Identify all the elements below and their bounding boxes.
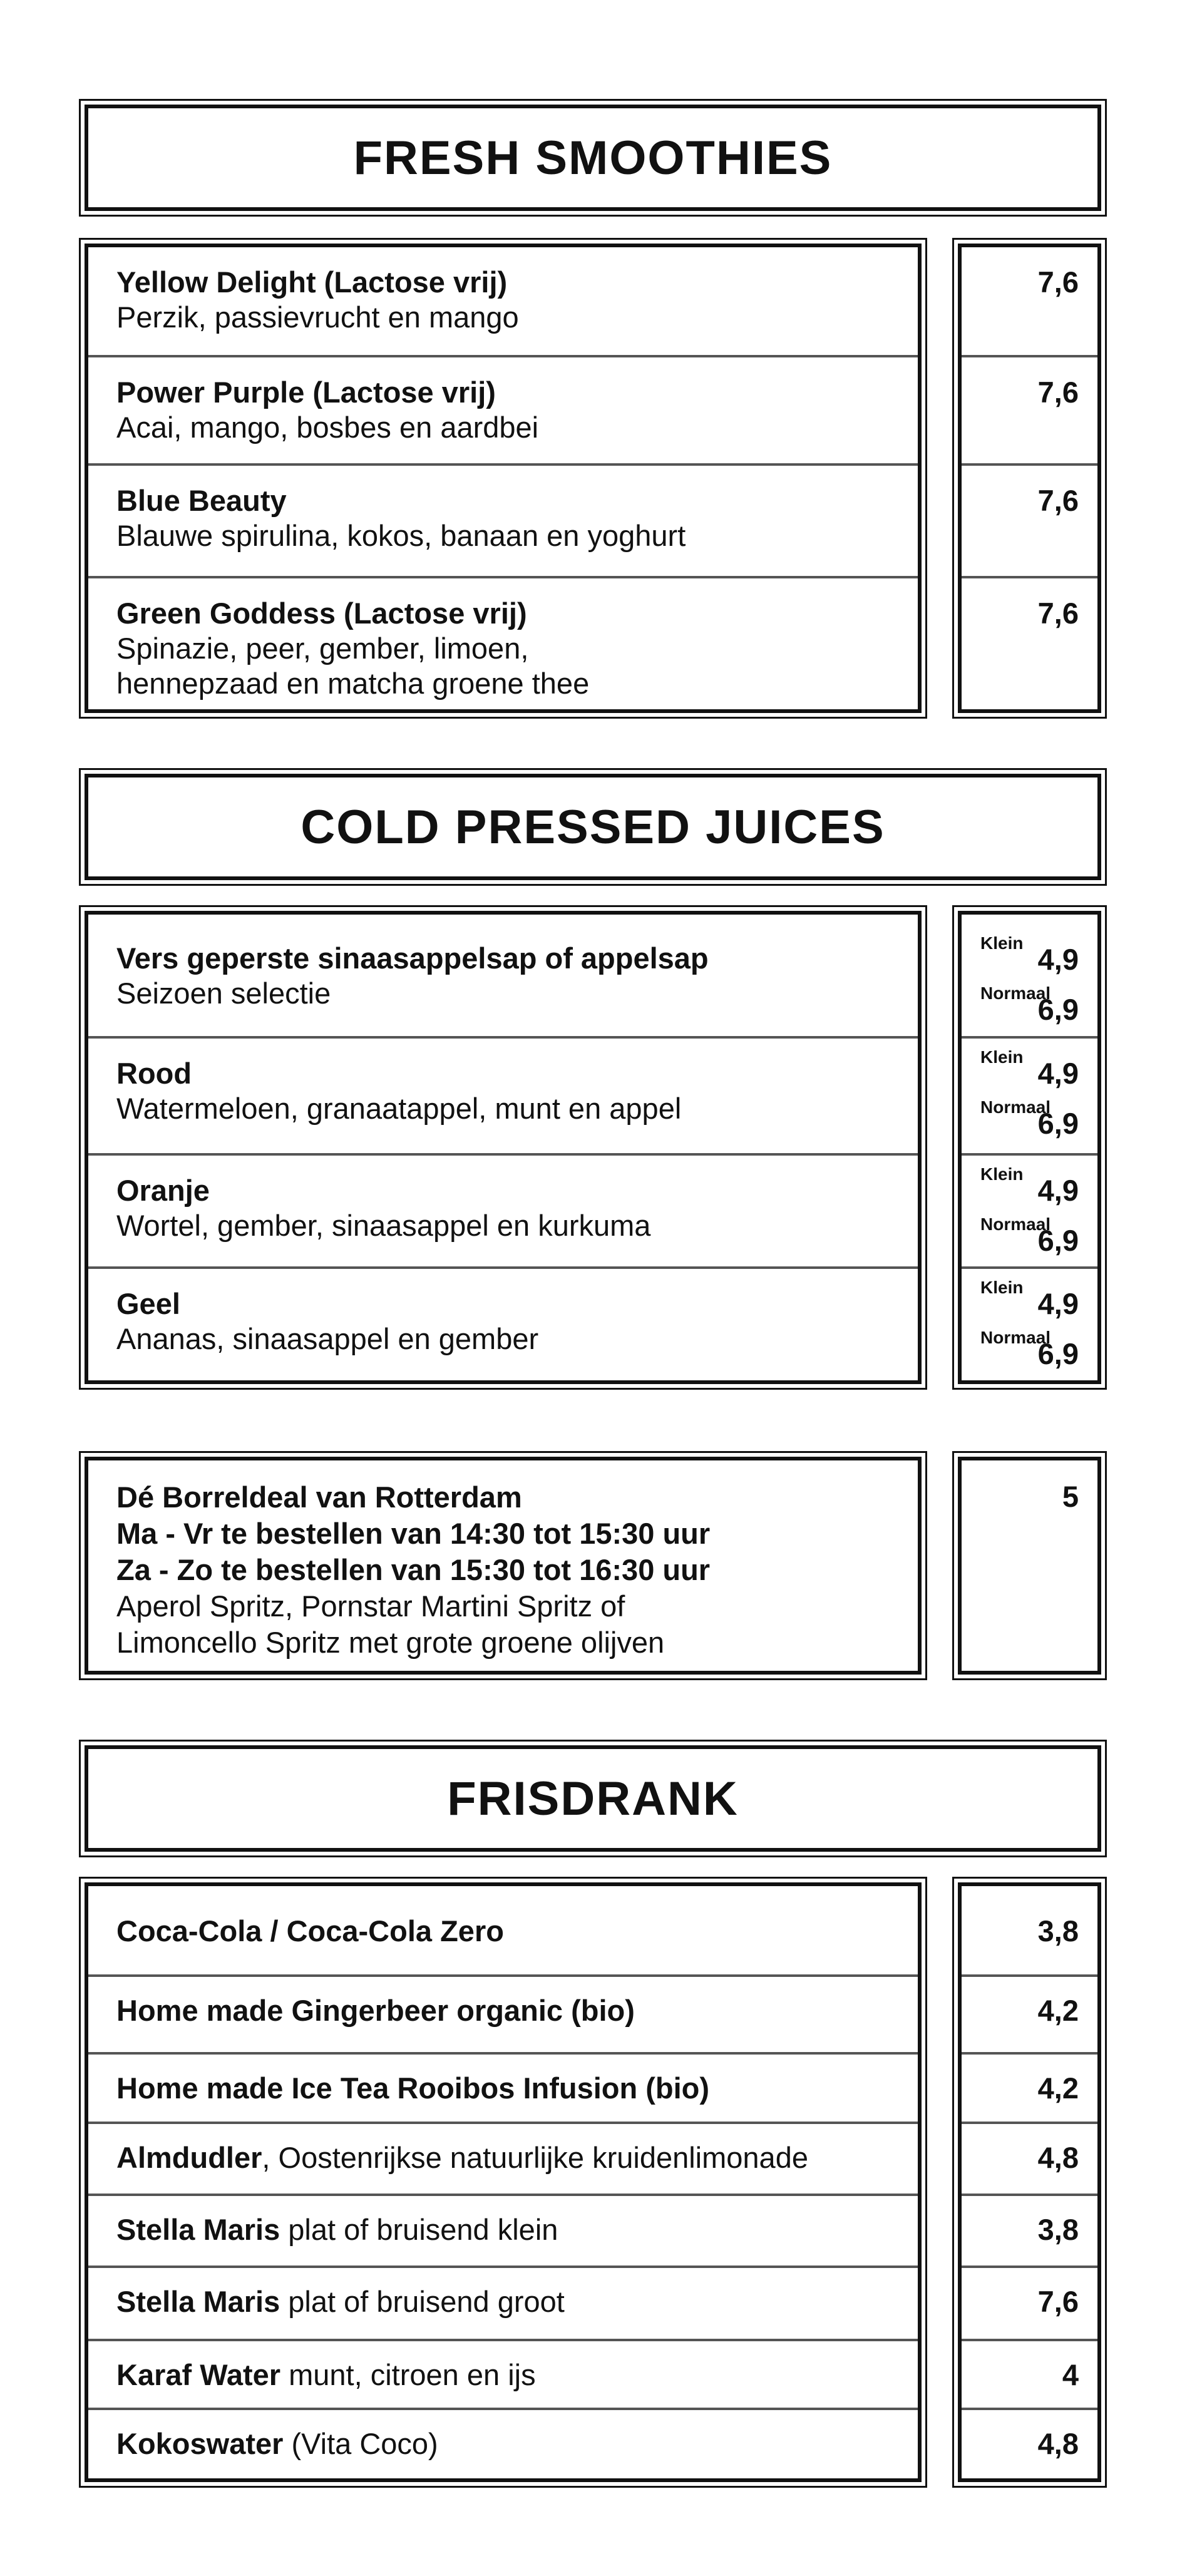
item-price: 7,6 xyxy=(1037,2285,1079,2318)
size-label-small: Klein xyxy=(980,1164,1024,1184)
frisdrank-item xyxy=(88,2052,918,2122)
price-small: 4,9 xyxy=(1037,1174,1079,1207)
borreldeal-desc: Aperol Spritz, Pornstar Martini Spritz of xyxy=(116,1589,625,1623)
smoothies-title: FRESH SMOOTHIES xyxy=(353,131,833,185)
borreldeal-price: 5 xyxy=(1062,1480,1079,1513)
juice-price-cell xyxy=(962,1153,1097,1266)
size-label-normal: Normaal xyxy=(980,1097,1051,1117)
smoothie-item xyxy=(88,463,918,576)
item-price: 7,6 xyxy=(1037,265,1079,299)
item-price: 3,8 xyxy=(1037,1914,1079,1947)
smoothies-header xyxy=(79,99,1107,217)
price-normal: 6,9 xyxy=(1037,1107,1079,1140)
price-normal: 6,9 xyxy=(1037,1337,1079,1370)
smoothie-item xyxy=(88,355,918,463)
price-normal: 6,9 xyxy=(1037,993,1079,1026)
item-desc: Wortel, gember, sinaasappel en kurkuma xyxy=(116,1209,651,1242)
item-name: Vers geperste sinaasappelsap of appelsap xyxy=(116,942,709,975)
item-name: Rood xyxy=(116,1057,192,1090)
juice-item xyxy=(88,915,918,1036)
item-name: Blue Beauty xyxy=(116,484,287,517)
item-name: Almdudler xyxy=(116,2141,262,2174)
frisdrank-item xyxy=(88,2122,918,2194)
item-price: 4,2 xyxy=(1037,1994,1079,2027)
borreldeal-title: Dé Borreldeal van Rotterdam xyxy=(116,1480,522,1514)
frisdrank-header xyxy=(79,1740,1107,1857)
item-desc: Acai, mango, bosbes en aardbei xyxy=(116,411,539,444)
item-price: 3,8 xyxy=(1037,2213,1079,2246)
juice-price-cell xyxy=(962,1266,1097,1384)
item-desc: Watermeloen, granaatappel, munt en appel xyxy=(116,1092,682,1125)
juice-item xyxy=(88,1036,918,1153)
item-desc: Spinazie, peer, gember, limoen, xyxy=(116,632,529,665)
price-small: 4,9 xyxy=(1037,943,1079,976)
item-price: 4,8 xyxy=(1037,2141,1079,2174)
item-name: Stella Maris xyxy=(116,2285,280,2318)
juice-price-cell xyxy=(962,1036,1097,1153)
size-label-normal: Normaal xyxy=(980,1328,1051,1347)
size-label-small: Klein xyxy=(980,1047,1024,1067)
item-desc: Seizoen selectie xyxy=(116,977,331,1010)
price-normal: 6,9 xyxy=(1037,1224,1079,1257)
borreldeal-weekday-hours: Ma - Vr te bestellen van 14:30 tot 15:30 uur xyxy=(116,1517,711,1550)
juices-items-box xyxy=(79,905,927,1390)
frisdrank-title: FRISDRANK xyxy=(447,1772,739,1825)
item-name: Home made Ice Tea Rooibos Infusion (bio) xyxy=(116,2071,710,2105)
juices-prices-box xyxy=(952,905,1107,1390)
item-name: Power Purple (Lactose vrij) xyxy=(116,376,496,409)
item-price: 4 xyxy=(1062,2358,1079,2391)
item-name: Coca-Cola / Coca-Cola Zero xyxy=(116,1914,504,1947)
item-desc: Perzik, passievrucht en mango xyxy=(116,300,519,334)
price-small: 4,9 xyxy=(1037,1287,1079,1320)
borreldeal-weekend-hours: Za - Zo te bestellen van 15:30 tot 16:30 uur xyxy=(116,1553,711,1586)
borreldeal-price-box xyxy=(952,1451,1107,1680)
smoothies-prices-box xyxy=(952,238,1107,719)
juices-title: COLD PRESSED JUICES xyxy=(300,800,885,854)
smoothie-item xyxy=(88,247,918,355)
item-name: Home made Gingerbeer organic (bio) xyxy=(116,1994,635,2027)
frisdrank-item xyxy=(88,2339,918,2408)
item-desc-cont: hennepzaad en matcha groene thee xyxy=(116,667,590,700)
item-desc: plat of bruisend groot xyxy=(280,2285,565,2318)
juice-item xyxy=(88,1153,918,1266)
frisdrank-prices-box xyxy=(952,1877,1107,2488)
frisdrank-items-box xyxy=(79,1877,927,2488)
borreldeal-desc-cont: Limoncello Spritz met grote groene olijven xyxy=(116,1626,665,1659)
smoothies-items-box xyxy=(79,238,927,719)
size-label-normal: Normaal xyxy=(980,983,1051,1003)
frisdrank-item xyxy=(88,2266,918,2339)
frisdrank-item xyxy=(88,2408,918,2482)
juices-header xyxy=(79,768,1107,886)
borreldeal-box xyxy=(79,1451,927,1680)
item-desc: munt, citroen en ijs xyxy=(280,2358,536,2391)
item-price: 7,6 xyxy=(1037,484,1079,517)
frisdrank-item xyxy=(88,2194,918,2266)
smoothie-item xyxy=(88,576,918,713)
item-name: Stella Maris xyxy=(116,2213,280,2246)
size-label-small: Klein xyxy=(980,933,1024,953)
item-name: Yellow Delight (Lactose vrij) xyxy=(116,265,508,299)
juice-price-cell xyxy=(962,915,1097,1036)
item-name: Green Goddess (Lactose vrij) xyxy=(116,597,527,630)
size-label-normal: Normaal xyxy=(980,1214,1051,1234)
item-desc: Ananas, sinaasappel en gember xyxy=(116,1322,539,1355)
item-name: Oranje xyxy=(116,1174,210,1207)
frisdrank-item xyxy=(88,1974,918,2052)
item-price: 7,6 xyxy=(1037,597,1079,630)
item-price: 4,8 xyxy=(1037,2427,1079,2460)
item-name: Karaf Water xyxy=(116,2358,281,2391)
item-name: Geel xyxy=(116,1287,180,1320)
item-price: 4,2 xyxy=(1037,2071,1079,2105)
item-name: Kokoswater xyxy=(116,2427,284,2460)
item-price: 7,6 xyxy=(1037,376,1079,409)
size-label-small: Klein xyxy=(980,1278,1024,1297)
item-desc: Blauwe spirulina, kokos, banaan en yoghurt xyxy=(116,519,686,552)
item-desc: (Vita Coco) xyxy=(283,2427,438,2460)
price-small: 4,9 xyxy=(1037,1057,1079,1090)
item-desc: , Oostenrijkse natuurlijke kruidenlimonade xyxy=(262,2141,808,2174)
juice-item xyxy=(88,1266,918,1384)
item-desc: plat of bruisend klein xyxy=(280,2213,558,2246)
frisdrank-item xyxy=(88,1886,918,1974)
